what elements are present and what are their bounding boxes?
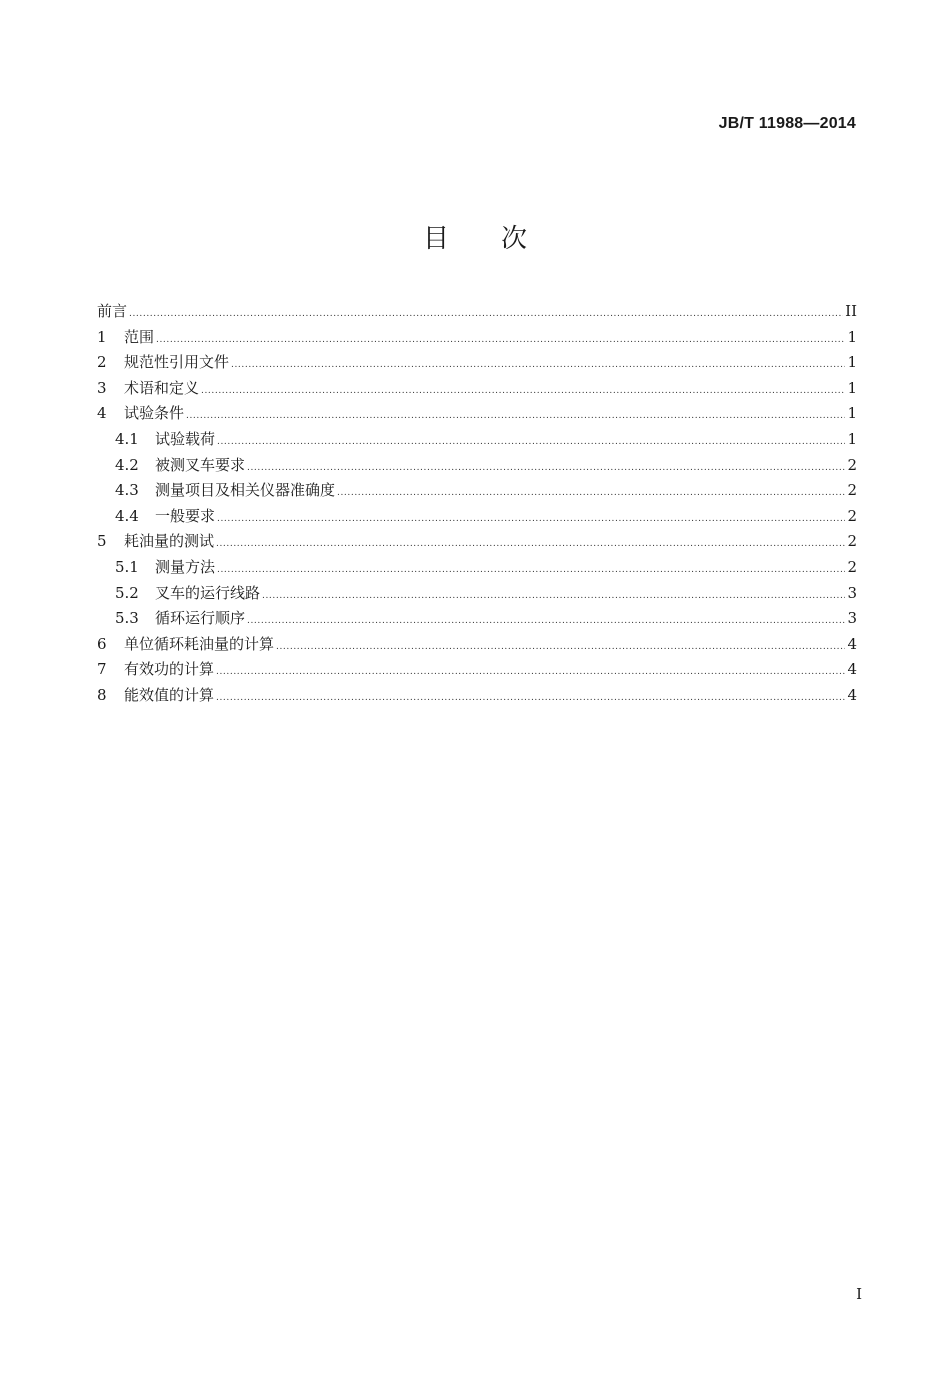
toc-entry-label: 前言 [97,302,128,320]
title-char-2: 次 [501,224,528,254]
toc-entry-label: 能效值的计算 [124,685,215,704]
toc-entry-page: 3 [847,583,857,602]
toc-entry-label: 试验载荷 [155,429,216,448]
toc-entry-number: 4.2 [115,455,139,474]
page-title [0,218,950,255]
toc-entry-page: 1 [847,378,857,397]
toc-entry-page: 2 [847,455,857,474]
toc-entry-number: 5.3 [115,609,139,628]
standard-code: JB/T 11988—2014 [718,115,856,132]
toc-entry-number: 4.4 [115,506,139,525]
dot-leader [337,488,845,498]
toc-entry-5[interactable] [97,530,857,556]
toc-entry-label: 一般要求 [155,506,216,525]
toc-entry-7[interactable] [97,658,857,684]
toc-entry-6[interactable] [97,633,857,659]
toc-entry-4-2[interactable] [97,454,857,480]
toc-entry-label: 耗油量的测试 [124,532,215,551]
toc-entry-label: 叉车的运行线路 [155,583,261,602]
toc-entry-number: 5.1 [115,557,139,576]
title-char-1: 目 [422,224,449,254]
toc-entry-number: 5 [97,532,107,551]
toc-entry-4[interactable] [97,402,857,428]
toc-entry-label: 测量项目及相关仪器准确度 [155,481,336,500]
toc-entry-number: 8 [97,685,107,704]
toc-entry-1[interactable] [97,326,857,352]
dot-leader [217,565,845,575]
dot-leader [247,463,845,473]
page-number: I [856,1285,862,1303]
dot-leader [217,437,845,447]
toc-entry-number: 2 [97,353,107,372]
toc-entry-number: 4.1 [115,429,139,448]
toc-entry-5-3[interactable] [97,607,857,633]
dot-leader [262,591,845,601]
dot-leader [216,693,845,703]
toc-entry-page: 1 [847,353,857,372]
toc-entry-number: 4.3 [115,481,139,500]
toc-entry-number: 1 [97,327,107,346]
toc-entry-page: 3 [847,609,857,628]
toc-entry-2[interactable] [97,351,857,377]
toc-entry-label: 单位循环耗油量的计算 [124,634,275,653]
toc-entry-page: 4 [847,685,857,704]
toc-entry-5-1[interactable] [97,556,857,582]
table-of-contents [97,300,857,710]
toc-entry-page: 2 [847,481,857,500]
toc-entry-3[interactable] [97,377,857,403]
dot-leader [217,514,845,524]
dot-leader [186,411,845,421]
dot-leader [129,309,843,319]
toc-entry-number: 7 [97,660,107,679]
dot-leader [156,335,845,345]
dot-leader [216,667,845,677]
toc-entry-label: 测量方法 [155,557,216,576]
dot-leader [247,616,845,626]
toc-entry-page: 1 [847,429,857,448]
dot-leader [231,360,845,370]
toc-entry-page: II [845,302,857,320]
toc-entry-page: 4 [847,660,857,679]
dot-leader [201,386,845,396]
dot-leader [216,539,845,549]
toc-entry-label: 循环运行顺序 [155,609,246,628]
toc-entry-5-2[interactable] [97,582,857,608]
toc-entry-label: 有效功的计算 [124,660,215,679]
toc-entry-page: 4 [847,634,857,653]
toc-entry-page: 2 [847,557,857,576]
toc-entry-label: 被测叉车要求 [155,455,246,474]
toc-entry-page: 1 [847,404,857,423]
toc-entry-foreword[interactable] [97,300,857,326]
toc-entry-page: 2 [847,532,857,551]
toc-entry-page: 1 [847,327,857,346]
toc-entry-number: 5.2 [115,583,139,602]
dot-leader [276,642,845,652]
toc-entry-8[interactable] [97,684,857,710]
toc-entry-page: 2 [847,506,857,525]
toc-entry-label: 规范性引用文件 [124,353,230,372]
toc-entry-4-4[interactable] [97,505,857,531]
toc-entry-label: 范围 [124,327,155,346]
toc-entry-number: 3 [97,378,107,397]
toc-entry-number: 6 [97,634,107,653]
toc-entry-4-1[interactable] [97,428,857,454]
toc-entry-label: 试验条件 [124,404,185,423]
toc-entry-label: 术语和定义 [124,378,200,397]
toc-entry-4-3[interactable] [97,479,857,505]
toc-entry-number: 4 [97,404,107,423]
